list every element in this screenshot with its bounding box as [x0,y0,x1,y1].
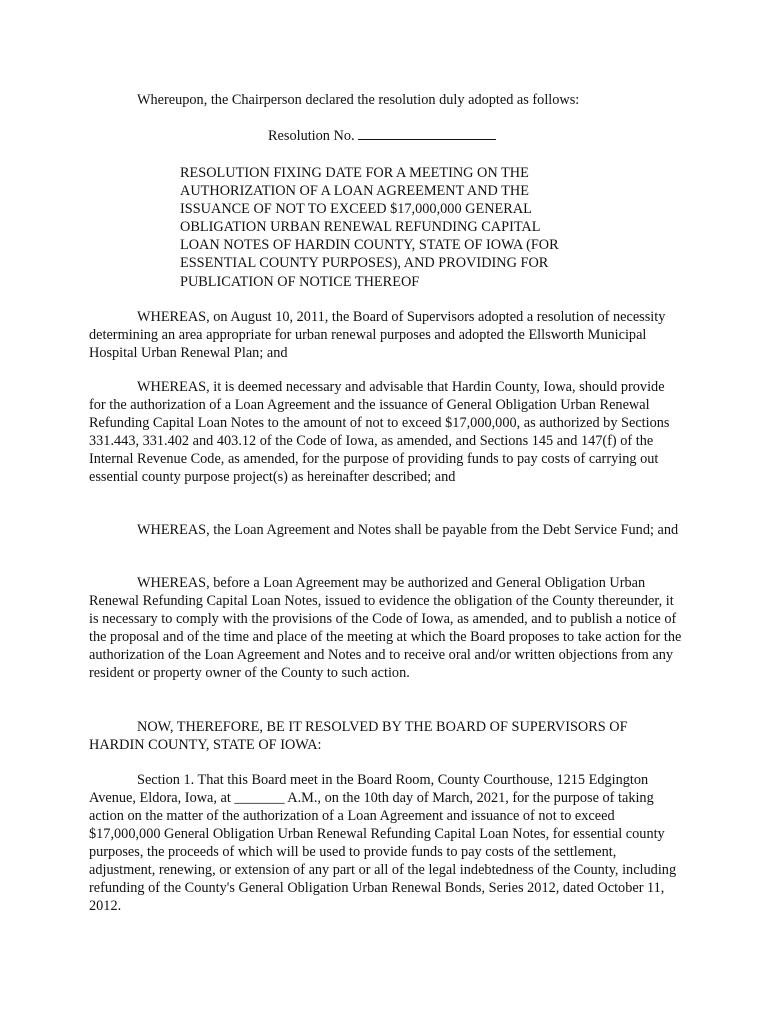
heading-line: AUTHORIZATION OF A LOAN AGREEMENT AND THE [180,183,529,200]
resolution-number-label: Resolution No. [268,128,355,144]
whereas-paragraph-1: WHEREAS, on August 10, 2011, the Board of Supervisors adopted a resolution of necessity determining an area appropriate for urban renewal purposes and adopted the Ellsworth Municipal Hospital Urban Renewal Plan; and [89,309,666,361]
heading-line: LOAN NOTES OF HARDIN COUNTY, STATE OF IOWA (FOR [180,237,559,254]
whereas-paragraph-2: WHEREAS, it is deemed necessary and advisable that Hardin County, Iowa, should provide for the authorization of a Loan Agreement and the issuance of General Obligation Urban Renewal Refunding Capital Loan Notes to the amount of not to exceed $17,000,000, as authorized by Sections 331.443, 331.402 and 403.12 of the Code of Iowa, as amended, and Sections 145 and 147(f) of the Internal Revenue Code, as amended, for the purpose of providing funds to pay costs of carrying out essential county purpose project(s) as hereinafter described; and [89,379,670,485]
section-1-paragraph: Section 1. That this Board meet in the Board Room, County Courthouse, 1215 Edgington Avenue, Eldora, Iowa, at _______ A.M., on the 10th day of March, 2021, for the purpose of taking action on the matter of the authorization of a Loan Agreement and issuance of not to exceed $17,000,000 General Obligation Urban Renewal Refunding Capital Loan Notes, for essential county purposes, the proceeds of which will be used to provide funds to pay costs of the settlement, adjustment, renewing, or extension of any part or all of the legal indebtedness of the County, including refunding of the County's General Obligation Urban Renewal Bonds, Series 2012, dated October 11, 2012. [89,772,677,914]
intro-paragraph: Whereupon, the Chairperson declared the resolution duly adopted as follows: [137,92,580,108]
heading-line: OBLIGATION URBAN RENEWAL REFUNDING CAPITAL [180,219,541,236]
heading-line: RESOLUTION FIXING DATE FOR A MEETING ON THE [180,165,529,181]
heading-line: ISSUANCE OF NOT TO EXCEED $17,000,000 GENERAL [180,201,532,218]
resolution-heading [180,164,600,291]
now-therefore-paragraph: NOW, THEREFORE, BE IT RESOLVED BY THE BOARD OF SUPERVISORS OF HARDIN COUNTY, STATE OF IOWA: [89,719,628,753]
whereas-paragraph-4: WHEREAS, before a Loan Agreement may be authorized and General Obligation Urban Renewal Refunding Capital Loan Notes, issued to evidence the obligation of the County thereunder, it is necessary to comply with the provisions of the Code of Iowa, as amended, and to publish a notice of the proposal and of the time and place of the meeting at which the Board proposes to take action for the authorization of the Loan Agreement and Notes and to receive oral and/or written objections from any resident or property owner of the County to such action. [89,575,682,681]
resolution-number-line [268,127,496,145]
heading-line: PUBLICATION OF NOTICE THEREOF [180,273,420,290]
resolution-number-blank [358,127,496,140]
heading-line: ESSENTIAL COUNTY PURPOSES), AND PROVIDING FOR [180,255,549,272]
whereas-paragraph-3: WHEREAS, the Loan Agreement and Notes shall be payable from the Debt Service Fund; and [137,522,679,538]
